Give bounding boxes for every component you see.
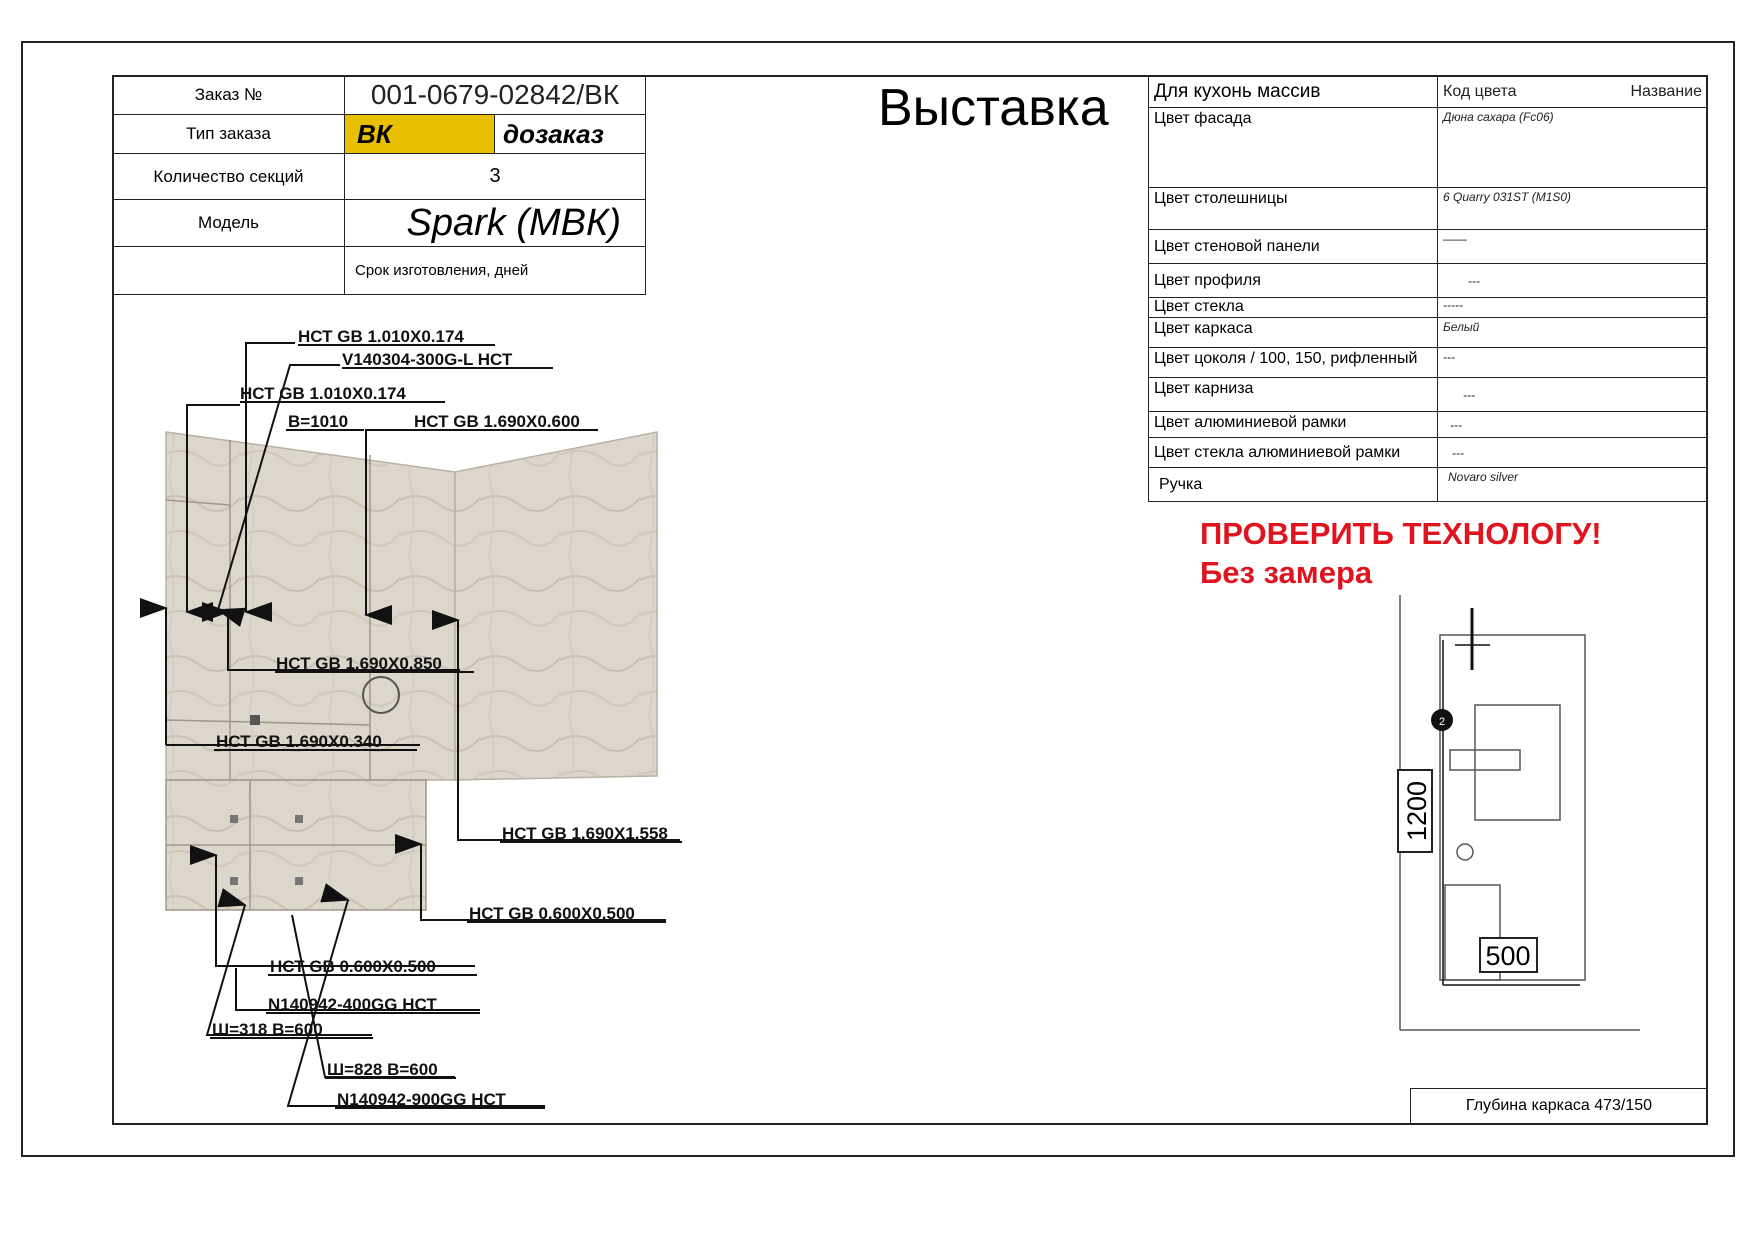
spec-row-value: --- <box>1438 438 1708 468</box>
label-12: Ш=318 В=600 <box>212 1020 323 1039</box>
spec-row-label: Цвет столешницы <box>1149 188 1438 230</box>
cabinet-outline <box>1440 635 1585 980</box>
model-label: Модель <box>113 200 345 247</box>
spec-row-label: Цвет стекла алюминиевой рамки <box>1149 438 1438 468</box>
spec-row-label: Ручка <box>1149 468 1438 502</box>
spec-row-label: Цвет цоколя / 100, 150, рифленный <box>1149 348 1438 378</box>
sections-count: 3 <box>345 154 646 200</box>
order-no-label: Заказ № <box>113 76 345 115</box>
spec-row-label: Цвет профиля <box>1149 264 1438 298</box>
depth-dim: 500 <box>1485 941 1531 971</box>
label-6: НСТ GB 1.690X0.850 <box>276 654 442 673</box>
label-11: N140942-400GG НСТ <box>268 995 437 1014</box>
label-5: НСТ GB 1.690X0.600 <box>414 412 580 431</box>
order-type-label: Тип заказа <box>113 115 345 154</box>
spec-row-label: Цвет алюминиевой рамки <box>1149 412 1438 438</box>
spec-row-value: Белый <box>1438 318 1708 348</box>
label-2: V140304-300G-L НСТ <box>342 350 513 369</box>
warning-line-2: Без замера <box>1200 555 1373 590</box>
model-value: Spark (МВК) <box>345 200 646 247</box>
frame-depth-box: Глубина каркаса 473/150 <box>1410 1088 1708 1125</box>
order-type-value: дозаказ <box>495 115 646 154</box>
mirror-outline <box>1475 705 1560 820</box>
label-8: НСТ GB 1.690X1.558 <box>502 824 668 843</box>
spec-row-value: --- <box>1438 378 1708 412</box>
order-type-code: ВК <box>345 115 495 154</box>
label-10: НСТ GB 0.600X0.500 <box>270 957 436 976</box>
order-no-value: 001-0679-02842/ВК <box>345 76 646 115</box>
label-13: Ш=828 В=600 <box>327 1060 438 1079</box>
height-dim: 1200 <box>1402 780 1432 842</box>
label-7: НСТ GB 1.690X0.340 <box>216 732 382 751</box>
marker-label: 2 <box>1438 716 1446 728</box>
sections-label: Количество секций <box>113 154 345 200</box>
label-4: В=1010 <box>288 412 349 431</box>
warning-line-1: ПРОВЕРИТЬ ТЕХНОЛОГУ! <box>1200 516 1602 551</box>
spec-row-value: --- <box>1438 348 1708 378</box>
outlet-icon <box>1457 844 1473 860</box>
spec-row-value: 6 Quarry 031ST (M1S0) <box>1438 188 1708 230</box>
spec-row-label: Цвет каркаса <box>1149 318 1438 348</box>
label-3: НСТ GB 1.010X0.174 <box>240 384 406 403</box>
spec-row-value: --- <box>1438 264 1708 298</box>
label-1: НСТ GB 1.010X0.174 <box>298 327 464 346</box>
spec-row-label: Цвет стекла <box>1149 298 1438 318</box>
spec-header-code: Код цвета <box>1443 82 1517 100</box>
label-14: N140942-900GG НСТ <box>337 1090 506 1109</box>
spec-row-value: Дюна сахара (Fc06) <box>1438 108 1708 188</box>
spec-header-left: Для кухонь массив <box>1149 76 1438 108</box>
spec-header-name: Название <box>1630 82 1702 100</box>
spec-row-value: --- <box>1438 412 1708 438</box>
spec-row-value: Novaro silver <box>1438 468 1708 502</box>
spec-row-label: Цвет стеновой панели <box>1149 230 1438 264</box>
production-term-label: Срок изготовления, дней <box>345 247 646 295</box>
spec-row-label: Цвет карниза <box>1149 378 1438 412</box>
label-9: НСТ GB 0.600X0.500 <box>469 904 635 923</box>
spec-row-label: Цвет фасада <box>1149 108 1438 188</box>
shelf-outline <box>1450 750 1520 770</box>
document-title: Выставка <box>878 79 1109 137</box>
spec-row-value: —— <box>1438 230 1708 264</box>
spec-row-value: ----- <box>1438 298 1708 318</box>
